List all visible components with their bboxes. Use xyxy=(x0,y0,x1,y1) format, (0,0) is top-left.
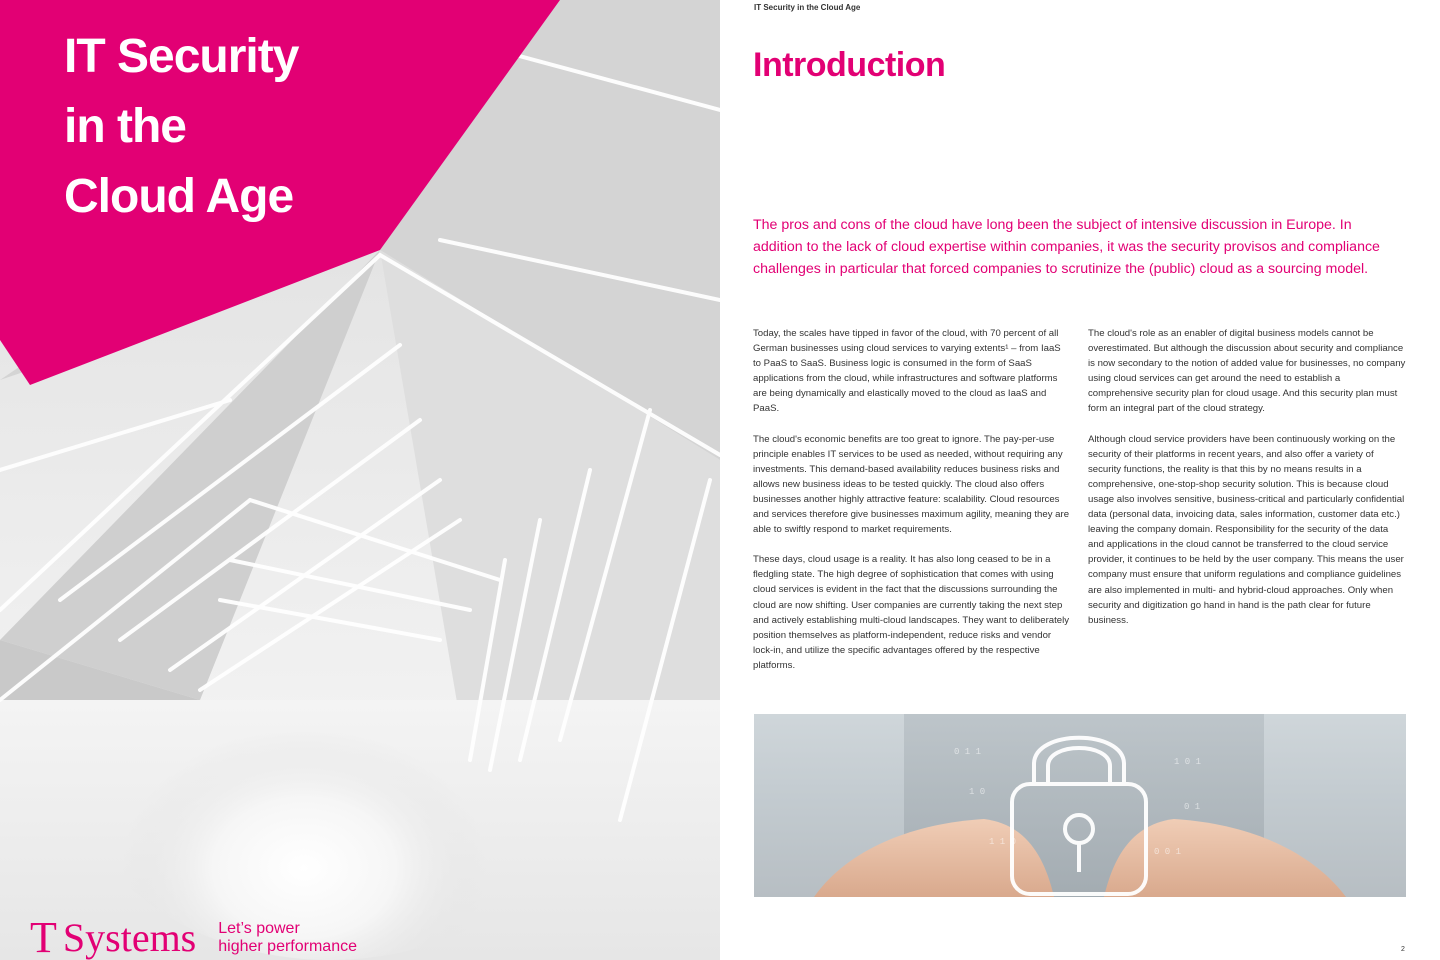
svg-text:1 1 0: 1 1 0 xyxy=(989,837,1017,847)
brand-lockup xyxy=(30,912,357,958)
cover-title-line-3: Cloud Age xyxy=(64,170,294,223)
padlock-photo-art xyxy=(754,714,1406,897)
body-paragraph: The cloud's economic benefits are too great to ignore. The pay-per-use principle enables IT services to be used as needed, without requiring any investments. This demand-based availability reduces business risks and allows new business ideas to be tested quickly. The cloud also offers businesses another highly attractive feature: scalability. Cloud resources and services therefore give businesses maximum agility, meaning they are able to swiftly respond to market requirements. xyxy=(753,433,1070,536)
page-number: 2 xyxy=(1401,946,1405,953)
running-head: IT Security in the Cloud Age xyxy=(754,3,861,12)
cover-title xyxy=(64,22,484,232)
svg-text:1 0 1: 1 0 1 xyxy=(1174,757,1202,767)
svg-text:0 0 1: 0 0 1 xyxy=(1154,847,1182,857)
page-heading: Introduction xyxy=(753,46,946,84)
brand-tagline xyxy=(218,920,357,958)
padlock-hands-photo xyxy=(754,714,1406,897)
body-paragraph: Although cloud service providers have been continuously working on the security of their platforms in recent years, and also offer a variety of security functions, the reality is that this by no means results in a comprehensive, one-stop-shop security solution. This is because cloud usage also involves sensitive, business-critical and particularly confidential data (personal data, invoicing data, sales information, customer data etc.) leaving the company domain. Responsibility for the security of the data and applications in the cloud cannot be transferred to the cloud service provider, it continues to be held by the user company. This means the user company must ensure that uniform regulations and compliance guidelines are also implemented in multi- and hybrid-cloud approaches. Only when security and digitization go hand in hand is the path clear for future business. xyxy=(1088,433,1405,626)
body-paragraph: These days, cloud usage is a reality. It has also long ceased to be in a fledgling state. The high degree of sophistication that comes with using cloud services is evident in the fact that the discussions surrounding the cloud are now shifting. User companies are currently taking the next step and actively establishing multi-cloud landscapes. They want to deliberately position themselves as platform-independent, reduce risks and vendor lock-in, and utilize the specific advantages offered by the respective platforms. xyxy=(753,554,1070,671)
body-columns xyxy=(753,326,1406,688)
body-column-left xyxy=(753,326,1071,688)
body-column-right xyxy=(1088,326,1406,688)
body-paragraph: Today, the scales have tipped in favor of the cloud, with 70 percent of all German businesses using cloud services to varying extents¹ – from IaaS to PaaS to SaaS. Business logic is consumed in the form of SaaS applications from the cloud, while infrastructures and software platforms are being dynamically and elastically moved to the cloud as IaaS and PaaS. xyxy=(753,328,1061,415)
svg-text:0 1 1: 0 1 1 xyxy=(954,747,982,757)
svg-text:0 1: 0 1 xyxy=(1184,802,1201,812)
t-logo-mark: T xyxy=(30,913,57,960)
cover-title-line-2: in the xyxy=(64,100,186,153)
tagline-line-2: higher performance xyxy=(218,938,357,955)
content-page xyxy=(720,0,1440,960)
logo-text: Systems xyxy=(62,915,197,960)
lead-paragraph: The pros and cons of the cloud have long been the subject of intensive discussion in Europe. In addition to the lack of cloud expertise within companies, it was the security provisos and compliance challenges in particular that forced companies to scrutinize the (public) cloud as a sourcing model. xyxy=(753,217,1380,277)
t-systems-logo xyxy=(30,913,197,960)
cover-title-line-1: IT Security xyxy=(64,30,299,83)
tagline-line-1: Let’s power xyxy=(218,920,300,937)
body-paragraph: The cloud's role as an enabler of digital business models cannot be overestimated. But although the discussion about security and compliance is now secondary to the notion of added value for businesses, no company using cloud services can get around the need to establish a comprehensive security plan for cloud usage. And this security plan must form an integral part of the cloud strategy. xyxy=(1088,328,1406,415)
svg-text:1 0: 1 0 xyxy=(969,787,986,797)
